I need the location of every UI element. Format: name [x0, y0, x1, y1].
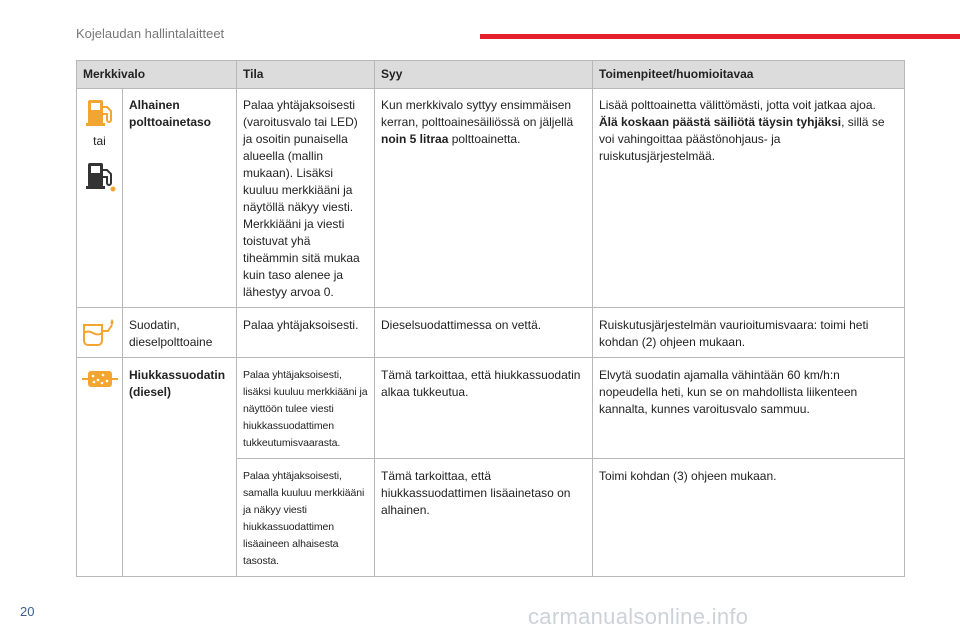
- page-number: 20: [20, 604, 35, 619]
- icon-cell: [77, 89, 123, 308]
- state-text: Palaa yhtäjaksoisesti, samalla kuuluu merkkiääni ja näkyy viesti hiukkassuodattimen lisäaineen alhaisesta tasosta.: [237, 459, 375, 577]
- action-text: Ruiskutusjärjestelmän vaurioitumisvaara: toimi heti kohdan (2) ohjeen mukaan.: [593, 308, 905, 358]
- cause-text: [375, 89, 593, 308]
- header-accent-bar: [480, 34, 960, 39]
- or-label: tai: [93, 134, 106, 148]
- action-text: Toimi kohdan (3) ohjeen mukaan.: [593, 459, 905, 577]
- watermark: carmanualsonline.info: [528, 604, 749, 629]
- indicator-name: Alhainen polttoainetaso: [123, 89, 237, 308]
- action-text: [593, 89, 905, 308]
- col-header-cause: Syy: [375, 61, 593, 89]
- table-row: [77, 89, 905, 308]
- action-part: , sillä se voi vahingoittaa päästönohjaus- ja ruiskutusjärjestelmää.: [599, 115, 885, 163]
- state-text: Palaa yhtäjaksoisesti (varoitusvalo tai LED) ja osoitin punaisella alueella (mallin mukaan). Lisäksi kuuluu merkkiääni ja näytöllä näkyy viesti. Merkkiääni ja viesti toistuvat yhä tiheämmin sitä mukaa kuin taso alenee ja lähestyy arvoa 0.: [237, 89, 375, 308]
- state-text: Palaa yhtäjaksoisesti, lisäksi kuuluu merkkiääni ja näyttöön tulee viesti hiukkassuodattimen tukkeutumisvaarasta.: [237, 358, 375, 459]
- table-header-row: [77, 61, 905, 89]
- indicator-name: Suodatin, dieselpolttoaine: [123, 308, 237, 358]
- cause-text: Tämä tarkoittaa, että hiukkassuodatin alkaa tukkeutua.: [375, 358, 593, 459]
- action-part: Lisää polttoainetta välittömästi, jotta voit jatkaa ajoa.: [599, 98, 876, 112]
- cause-emphasis: noin 5 litraa: [381, 132, 449, 146]
- water-in-fuel-icon: [80, 317, 120, 347]
- indicator-name: Hiukkassuodatin (diesel): [123, 358, 237, 577]
- cause-text: Dieselsuodattimessa on vettä.: [375, 308, 593, 358]
- cause-part: polttoainetta.: [448, 132, 521, 146]
- fuel-pump-led-icon: [83, 160, 117, 192]
- col-header-action: Toimenpiteet/huomioitavaa: [593, 61, 905, 89]
- action-text: Elvytä suodatin ajamalla vähintään 60 km/h:n nopeudella heti, kun se on mahdollista liikenteen kannalta, kunnes varoitusvalo sammuu.: [593, 358, 905, 459]
- state-text: Palaa yhtäjaksoisesti.: [237, 308, 375, 358]
- table-row: [77, 358, 905, 459]
- cause-part: Kun merkkivalo syttyy ensimmäisen kerran, polttoainesäiliössä on jäljellä: [381, 98, 574, 129]
- table-row: [77, 308, 905, 358]
- icon-cell: [77, 358, 123, 577]
- action-emphasis: Älä koskaan päästä säiliötä täysin tyhjäksi: [599, 115, 842, 129]
- cause-text: Tämä tarkoittaa, että hiukkassuodattimen lisäainetaso on alhainen.: [375, 459, 593, 577]
- warning-lights-table: [76, 60, 905, 577]
- icon-cell: [77, 308, 123, 358]
- fuel-pump-icon: [83, 97, 117, 127]
- col-header-state: Tila: [237, 61, 375, 89]
- section-title: Kojelaudan hallintalaitteet: [76, 26, 225, 41]
- particulate-filter-icon: [80, 367, 120, 391]
- col-header-indicator: Merkkivalo: [77, 61, 237, 89]
